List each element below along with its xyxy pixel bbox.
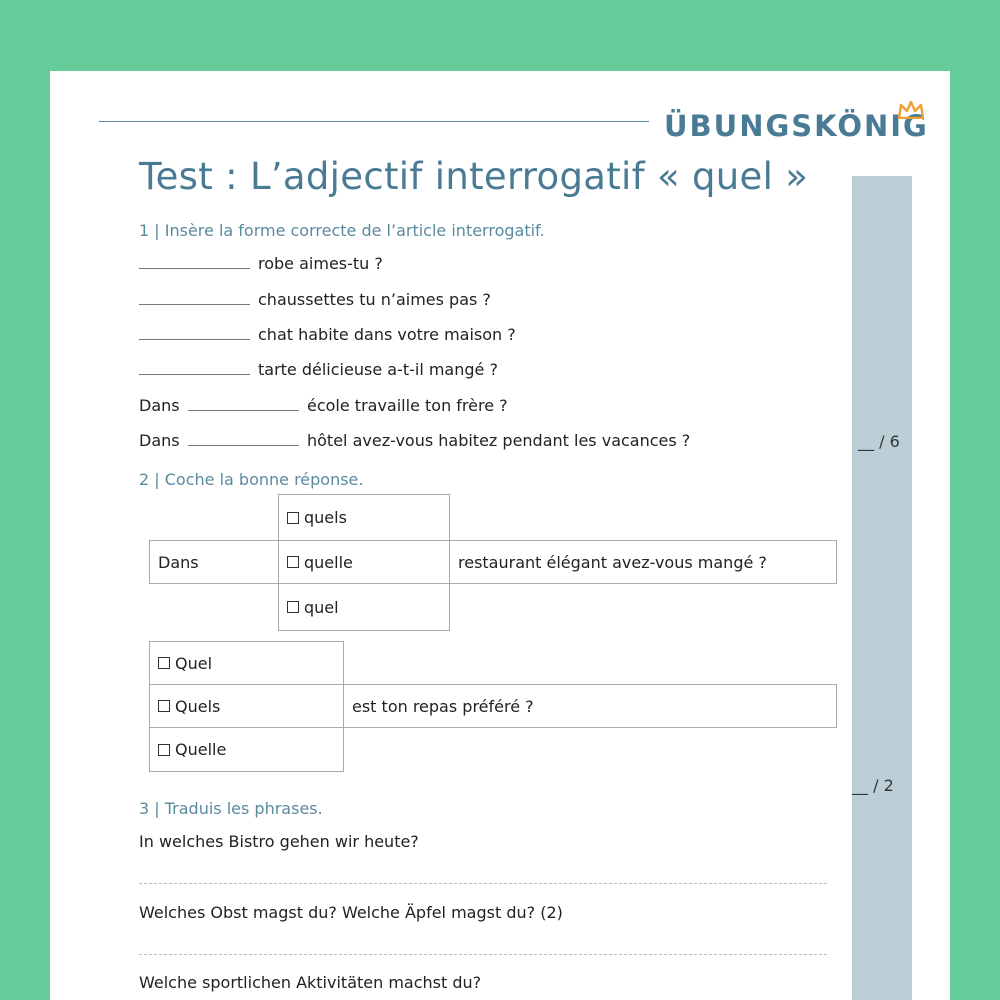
sentence-rest-cell: est ton repas préféré ? — [343, 684, 837, 728]
section-2-score: __ / 2 — [852, 776, 894, 795]
brand-logo: ÜBUNGSKÖNIG — [664, 109, 929, 143]
translation-question: Welche sportlichen Aktivitäten machst du? — [139, 973, 482, 992]
fill-item: tarte délicieuse a-t-il mangé ? — [139, 360, 498, 379]
answer-blank[interactable] — [139, 327, 250, 340]
page-title: Test : L’adjectif interrogatif « quel » — [139, 155, 809, 198]
section-2-heading: 2 | Coche la bonne réponse. — [139, 470, 364, 489]
header-rule — [99, 121, 649, 122]
fill-item: chaussettes tu n’aimes pas ? — [139, 290, 491, 309]
answer-blank[interactable] — [139, 292, 250, 305]
answer-line[interactable] — [139, 954, 827, 955]
checkbox[interactable] — [158, 700, 170, 712]
option-cell[interactable]: quelle — [278, 540, 450, 584]
checkbox[interactable] — [287, 556, 299, 568]
fill-item: robe aimes-tu ? — [139, 254, 383, 273]
section-3-heading: 3 | Traduis les phrases. — [139, 799, 323, 818]
fill-item: Dans école travaille ton frère ? — [139, 396, 508, 415]
option-cell[interactable]: Quel — [149, 641, 344, 685]
section-1-heading: 1 | Insère la forme correcte de l’article interrogatif. — [139, 221, 545, 240]
fill-item: Dans hôtel avez-vous habitez pendant les vacances ? — [139, 431, 691, 450]
option-cell[interactable]: Quels — [149, 684, 344, 728]
crown-icon — [898, 101, 924, 119]
checkbox[interactable] — [158, 744, 170, 756]
section-1-score: __ / 6 — [858, 432, 900, 451]
checkbox[interactable] — [287, 512, 299, 524]
translation-question: In welches Bistro gehen wir heute? — [139, 832, 419, 851]
answer-line[interactable] — [139, 883, 827, 884]
sentence-lead-cell: Dans — [149, 540, 279, 584]
fill-item: chat habite dans votre maison ? — [139, 325, 516, 344]
sentence-rest-cell: restaurant élégant avez-vous mangé ? — [449, 540, 837, 584]
score-sidebar — [852, 176, 912, 1000]
option-cell[interactable]: quels — [278, 494, 450, 541]
answer-blank[interactable] — [139, 256, 250, 269]
answer-blank[interactable] — [188, 398, 299, 411]
option-cell[interactable]: Quelle — [149, 727, 344, 772]
worksheet — [50, 71, 950, 1000]
checkbox[interactable] — [158, 657, 170, 669]
checkbox[interactable] — [287, 601, 299, 613]
answer-blank[interactable] — [139, 362, 250, 375]
translation-question: Welches Obst magst du? Welche Äpfel magst du? (2) — [139, 903, 563, 922]
answer-blank[interactable] — [188, 433, 299, 446]
option-cell[interactable]: quel — [278, 583, 450, 631]
